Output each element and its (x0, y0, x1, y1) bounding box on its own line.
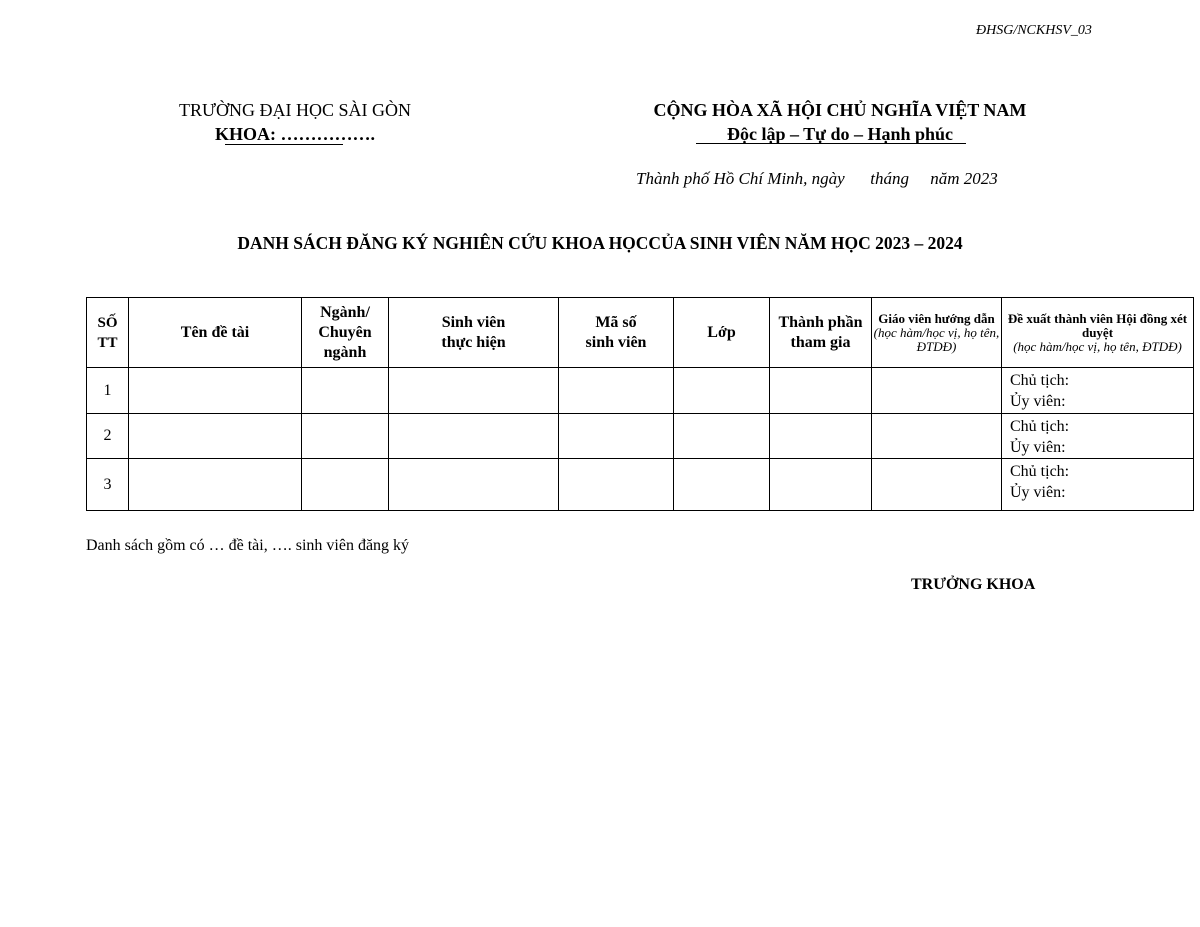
header-class: Lớp (674, 298, 770, 368)
header-advisor: Giáo viên hướng dẫn (học hàm/học vị, họ tên, ĐTDĐ) (872, 298, 1002, 368)
header-topic: Tên đề tài (129, 298, 302, 368)
cell-participants (770, 414, 872, 459)
cell-major (302, 414, 389, 459)
cell-student (389, 414, 559, 459)
table-row (87, 414, 1194, 459)
cell-class (674, 414, 770, 459)
left-header (150, 98, 440, 146)
row-number: 2 (87, 414, 129, 459)
header-stt: SỐ TT (87, 298, 129, 368)
row-number: 1 (87, 368, 129, 414)
row-number: 3 (87, 459, 129, 511)
header-student: Sinh viên thực hiện (389, 298, 559, 368)
cell-student-id (559, 459, 674, 511)
registration-table (86, 297, 1194, 511)
left-header-underline (225, 144, 343, 145)
header-participants: Thành phần tham gia (770, 298, 872, 368)
date-line: Thành phố Hồ Chí Minh, ngày tháng năm 2023 (636, 169, 998, 188)
cell-advisor (872, 368, 1002, 414)
cell-student (389, 368, 559, 414)
cell-student-id (559, 368, 674, 414)
cell-advisor (872, 414, 1002, 459)
cell-participants (770, 459, 872, 511)
cell-topic (129, 459, 302, 511)
cell-student (389, 459, 559, 511)
cell-major (302, 368, 389, 414)
dean-signature-label: TRƯỞNG KHOA (911, 576, 1036, 593)
motto: Độc lập – Tự do – Hạnh phúc (726, 124, 954, 144)
document-title: DANH SÁCH ĐĂNG KÝ NGHIÊN CỨU KHOA HỌCCỦA SINH VIÊN NĂM HỌC 2023 – 2024 (237, 233, 963, 253)
cell-council: Chủ tịch: Ủy viên: (1002, 368, 1194, 414)
header-major: Ngành/ Chuyên ngành (302, 298, 389, 368)
cell-advisor (872, 459, 1002, 511)
cell-topic (129, 414, 302, 459)
cell-class (674, 459, 770, 511)
republic-name: CỘNG HÒA XÃ HỘI CHỦ NGHĨA VIỆT NAM (653, 100, 1027, 120)
cell-major (302, 459, 389, 511)
university-name: TRƯỜNG ĐẠI HỌC SÀI GÒN (179, 100, 411, 120)
right-header (620, 98, 1060, 146)
table-row (87, 459, 1194, 511)
document-code: ĐHSG/NCKHSV_03 (976, 23, 1092, 38)
cell-student-id (559, 414, 674, 459)
cell-council: Chủ tịch: Ủy viên: (1002, 459, 1194, 511)
table-row (87, 368, 1194, 414)
header-council: Đề xuất thành viên Hội đồng xét duyệt (học hàm/học vị, họ tên, ĐTDĐ) (1002, 298, 1194, 368)
cell-participants (770, 368, 872, 414)
header-student-id: Mã số sinh viên (559, 298, 674, 368)
cell-council: Chủ tịch: Ủy viên: (1002, 414, 1194, 459)
summary-text: Danh sách gồm có … đề tài, …. sinh viên đăng ký (86, 537, 410, 554)
motto-underline (696, 143, 966, 144)
table-header-row (87, 298, 1194, 368)
cell-class (674, 368, 770, 414)
faculty-name: KHOA: ……………. (215, 124, 375, 144)
cell-topic (129, 368, 302, 414)
